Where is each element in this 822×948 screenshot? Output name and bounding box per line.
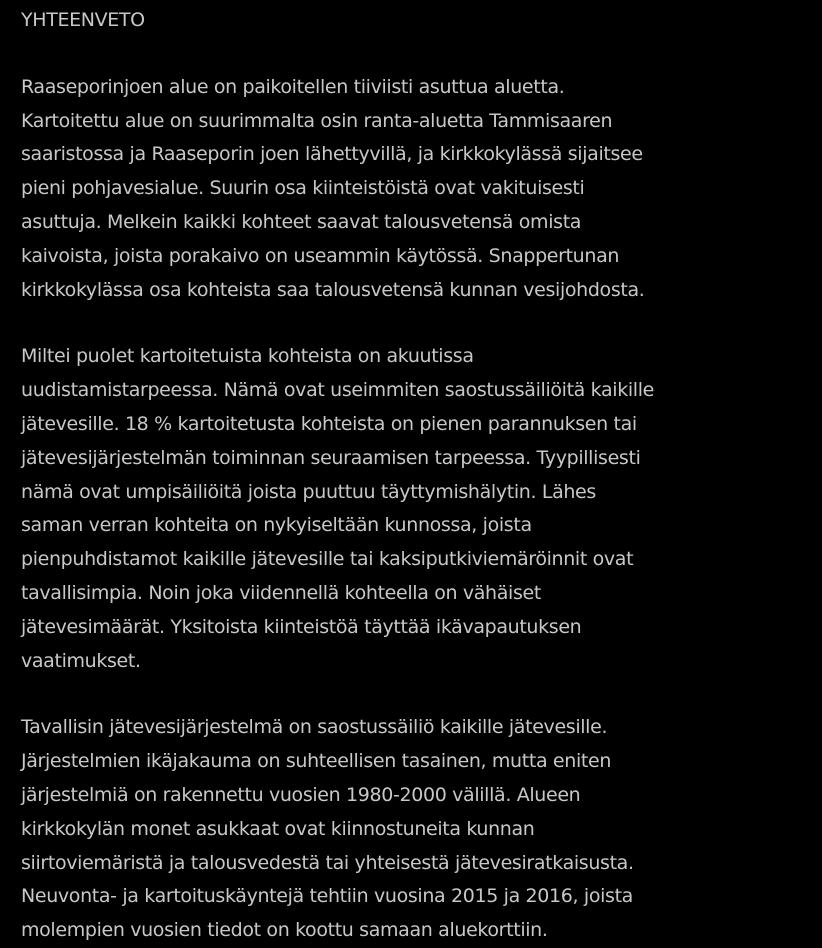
text-line: tavallisimpia. Noin joka viidennellä kohteella on vähäiset [21, 581, 541, 604]
text-line: saaristossa ja Raaseporin joen lähettyvillä, ja kirkkokylässä sijaitsee [21, 143, 643, 166]
text-line: Järjestelmien ikäjakauma on suhteellisen tasainen, mutta eniten [21, 750, 612, 773]
text-line: uudistamistarpeessa. Nämä ovat useimmiten saostussäiliöitä kaikille [21, 379, 654, 402]
text-line: Kartoitettu alue on suurimmalta osin ranta-aluetta Tammisaaren [21, 109, 613, 132]
text-line: Raaseporinjoen alue on paikoitellen tiiviisti asuttua aluetta. [21, 75, 565, 98]
text-line: pieni pohjavesialue. Suurin osa kiinteistöistä ovat vakituisesti [21, 177, 585, 200]
text-line: jätevesille. 18 % kartoitetusta kohteista on pienen parannuksen tai [21, 412, 637, 435]
text-line: siirtoviemäristä ja talousvedestä tai yhteisestä jätevesiratkaisusta. [21, 851, 634, 874]
text-line: kaivoista, joista porakaivo on useammin käytössä. Snappertunan [21, 244, 620, 267]
text-line: nämä ovat umpisäiliöitä joista puuttuu täyttymishälytin. Lähes [21, 480, 596, 503]
text-line: vaatimukset. [21, 649, 141, 672]
text-line: pienpuhdistamot kaikille jätevesille tai kaksiputkiviemäröinnit ovat [21, 548, 634, 571]
document [21, 4, 813, 948]
paragraph-renewal-needs [21, 340, 813, 678]
text-line: Tavallisin jätevesijärjestelmä on saostussäiliö kaikille jätevesille. [21, 716, 608, 739]
section-heading: YHTEENVETO [21, 9, 145, 31]
text-line: Neuvonta- ja kartoituskäyntejä tehtiin vuosina 2015 ja 2016, joista [21, 885, 633, 908]
text-line: kirkkokylän monet asukkaat ovat kiinnostuneita kunnan [21, 817, 535, 840]
text-line: jätevesijärjestelmän toiminnan seuraamisen tarpeessa. Tyypillisesti [21, 446, 641, 469]
text-line: molempien vuosien tiedot on koottu samaan aluekorttiin. [21, 919, 548, 942]
text-line: järjestelmiä on rakennettu vuosien 1980-2000 välillä. Alueen [21, 783, 581, 806]
text-line: Miltei puolet kartoitetuista kohteista on akuutissa [21, 345, 474, 368]
paragraph-area-description [21, 71, 813, 308]
paragraph-system-summary [21, 711, 813, 948]
text-line: asuttuja. Melkein kaikki kohteet saavat talousvetensä omista [21, 210, 582, 233]
text-line: saman verran kohteita on nykyiseltään kunnossa, joista [21, 514, 532, 537]
text-line: kirkkokylässa osa kohteista saa talousvetensä kunnan vesijohdosta. [21, 278, 645, 301]
text-line: jätevesimäärät. Yksitoista kiinteistöä täyttää ikävapautuksen [21, 615, 582, 638]
